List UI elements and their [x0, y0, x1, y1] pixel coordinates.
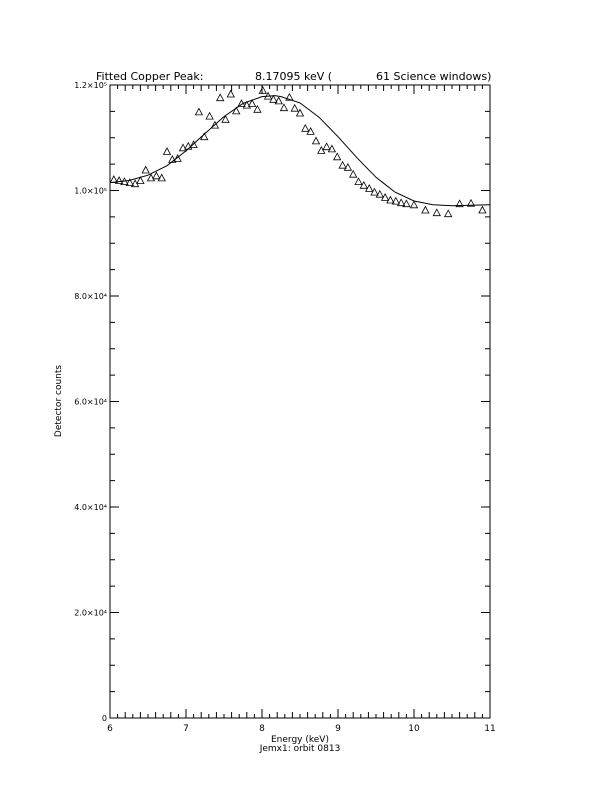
x-tick-label: 7 — [183, 724, 189, 734]
data-point — [281, 104, 288, 111]
data-point — [355, 178, 362, 185]
data-point — [433, 209, 440, 216]
data-point — [350, 171, 357, 178]
x-tick-label: 6 — [107, 724, 113, 734]
y-axis-label: Detector counts — [54, 364, 64, 438]
data-point — [217, 94, 224, 101]
data-point — [195, 108, 202, 115]
data-point — [164, 148, 171, 155]
data-points-group — [110, 87, 486, 217]
x-axis-ticks — [107, 85, 496, 734]
data-point — [339, 162, 346, 169]
y-tick-label: 1.2×10⁵ — [74, 81, 107, 90]
y-tick-label: 1.0×10⁵ — [74, 186, 107, 196]
data-point — [259, 87, 266, 94]
y-tick-label: 4.0×10⁴ — [74, 503, 107, 512]
chart-title-windows: 61 Science windows) — [376, 70, 492, 83]
data-point — [302, 125, 309, 132]
y-tick-label: 0 — [101, 714, 107, 723]
data-point — [291, 105, 298, 112]
data-point — [479, 207, 486, 214]
data-point — [222, 116, 229, 123]
plot-frame — [110, 85, 490, 718]
fit-curve — [110, 96, 490, 206]
x-tick-label: 9 — [335, 724, 341, 734]
data-point — [153, 172, 160, 179]
data-point — [323, 143, 330, 150]
data-point — [411, 201, 418, 208]
y-tick-label: 2.0×10⁴ — [74, 608, 107, 618]
y-axis-ticks — [74, 81, 490, 723]
data-point — [313, 137, 320, 144]
x-tick-label: 10 — [408, 724, 420, 734]
fit-curve-group — [110, 96, 490, 206]
data-point — [206, 113, 213, 120]
data-point — [227, 91, 234, 98]
x-tick-label: 11 — [484, 724, 496, 734]
chart-subtitle: Jemx1: orbit 0813 — [259, 744, 341, 754]
data-point — [445, 210, 452, 217]
y-tick-label: 6.0×10⁴ — [74, 397, 107, 407]
data-point — [142, 167, 149, 174]
x-tick-label: 8 — [259, 724, 265, 734]
y-tick-label: 8.0×10⁴ — [74, 292, 107, 301]
data-point — [422, 207, 429, 214]
x-axis-label: Energy (keV) — [271, 735, 329, 745]
data-point — [334, 153, 341, 160]
chart-title-value: 8.17095 keV ( — [255, 70, 333, 83]
chart-title: Fitted Copper Peak: — [96, 70, 204, 83]
